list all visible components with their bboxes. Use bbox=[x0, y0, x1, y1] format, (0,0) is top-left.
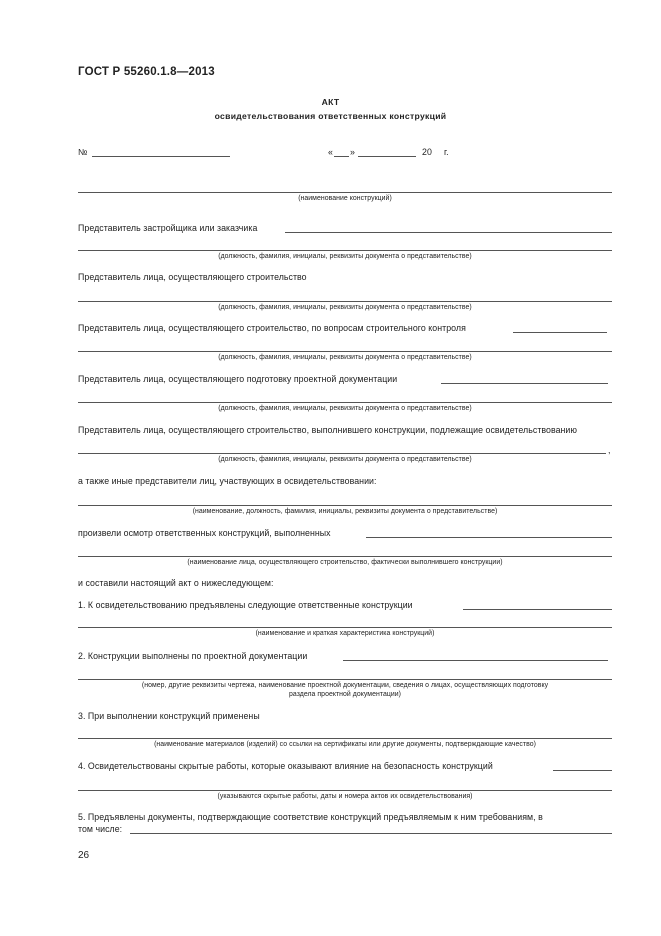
materials-caption: (наименование материалов (изделий) со ссылки на сертификаты или другие документы, подтверждающие качество) bbox=[154, 741, 536, 748]
builder-name-caption: (наименование лица, осуществляющего строительство, фактически выполнившего конструкции) bbox=[187, 559, 503, 566]
builder-control-rep-label: Представитель лица, осуществляющего строительство, по вопросам строительного контроля bbox=[78, 323, 466, 333]
item-4-field[interactable] bbox=[553, 770, 612, 771]
year-suffix: г. bbox=[444, 147, 449, 157]
item-2-label: 2. Конструкции выполнены по проектной документации bbox=[78, 651, 308, 661]
item-5-label-2: том числе: bbox=[78, 824, 123, 834]
date-open-quote: « bbox=[328, 147, 333, 157]
inspected-label: произвели осмотр ответственных конструкций, выполненных bbox=[78, 528, 331, 538]
standard-header: ГОСТ Р 55260.1.8—2013 bbox=[78, 66, 215, 78]
hidden-works-caption: (указываются скрытые работы, даты и номера актов их освидетельствования) bbox=[217, 793, 473, 800]
inspected-field-2[interactable] bbox=[78, 556, 612, 557]
year-prefix: 20 bbox=[422, 147, 432, 157]
date-close-quote: » bbox=[350, 147, 355, 157]
item-5-field[interactable] bbox=[130, 833, 612, 834]
customer-rep-field-2[interactable] bbox=[78, 250, 612, 251]
constr-brief-caption: (наименование и краткая характеристика конструкций) bbox=[255, 630, 435, 637]
builder-control-rep-field[interactable] bbox=[513, 332, 607, 333]
item-1-field[interactable] bbox=[463, 609, 612, 610]
construction-name-caption: (наименование конструкций) bbox=[298, 195, 392, 202]
builder-rep-caption: (должность, фамилия, инициалы, реквизиты документа о представительстве) bbox=[218, 304, 472, 311]
act-title: АКТ bbox=[321, 97, 340, 107]
item-2-field[interactable] bbox=[343, 660, 608, 661]
item-3-field[interactable] bbox=[78, 738, 612, 739]
others-field[interactable] bbox=[78, 505, 612, 506]
design-rep-field[interactable] bbox=[441, 383, 608, 384]
design-rep-caption: (должность, фамилия, инициалы, реквизиты документа о представительстве) bbox=[218, 405, 472, 412]
item-4-field-2[interactable] bbox=[78, 790, 612, 791]
customer-rep-caption: (должность, фамилия, инициалы, реквизиты документа о представительстве) bbox=[218, 253, 472, 260]
act-subtitle: освидетельствования ответственных конструкций bbox=[214, 111, 447, 121]
item-2-field-2[interactable] bbox=[78, 679, 612, 680]
item-3-label: 3. При выполнении конструкций применены bbox=[78, 711, 260, 721]
item-4-label: 4. Освидетельствованы скрытые работы, которые оказывают влияние на безопасность конструкций bbox=[78, 761, 493, 771]
compiled-label: и составили настоящий акт о нижеследующем: bbox=[78, 578, 274, 588]
executor-rep-caption: (должность, фамилия, инициалы, реквизиты документа о представительстве) bbox=[218, 456, 472, 463]
design-rep-field-2[interactable] bbox=[78, 402, 612, 403]
executor-rep-comma: , bbox=[608, 445, 611, 455]
item-1-field-2[interactable] bbox=[78, 627, 612, 628]
others-caption: (наименование, должность, фамилия, инициалы, реквизиты документа о представительстве) bbox=[192, 508, 498, 515]
inspected-field[interactable] bbox=[366, 537, 612, 538]
drawing-caption-2: раздела проектной документации) bbox=[289, 691, 401, 698]
drawing-caption-1: (номер, другие реквизиты чертежа, наименование проектной документации, сведения о лицах, осуществляющих подготовку bbox=[141, 682, 549, 689]
builder-rep-field[interactable] bbox=[78, 301, 612, 302]
builder-rep-label: Представитель лица, осуществляющего строительство bbox=[78, 272, 307, 282]
item-1-label: 1. К освидетельствованию предъявлены следующие ответственные конструкции bbox=[78, 600, 413, 610]
page-number: 26 bbox=[78, 850, 90, 861]
date-month-field[interactable] bbox=[358, 156, 416, 157]
builder-control-rep-field-2[interactable] bbox=[78, 351, 612, 352]
executor-rep-label: Представитель лица, осуществляющего строительство, выполнившего конструкции, подлежащие освидетельствованию bbox=[78, 425, 578, 435]
number-label: № bbox=[78, 147, 88, 157]
design-rep-label: Представитель лица, осуществляющего подготовку проектной документации bbox=[78, 374, 398, 384]
executor-rep-field[interactable] bbox=[78, 453, 606, 454]
builder-control-rep-caption: (должность, фамилия, инициалы, реквизиты документа о представительстве) bbox=[218, 354, 472, 361]
others-label: а также иные представители лиц, участвующих в освидетельствовании: bbox=[78, 476, 377, 486]
customer-rep-field[interactable] bbox=[285, 232, 612, 233]
item-5-label: 5. Предъявлены документы, подтверждающие соответствие конструкций предъявляемым к ним требованиям, в bbox=[78, 812, 543, 822]
date-day-field[interactable] bbox=[334, 156, 349, 157]
customer-rep-label: Представитель застройщика или заказчика bbox=[78, 223, 258, 233]
number-field[interactable] bbox=[92, 156, 230, 157]
construction-name-field[interactable] bbox=[78, 192, 612, 193]
